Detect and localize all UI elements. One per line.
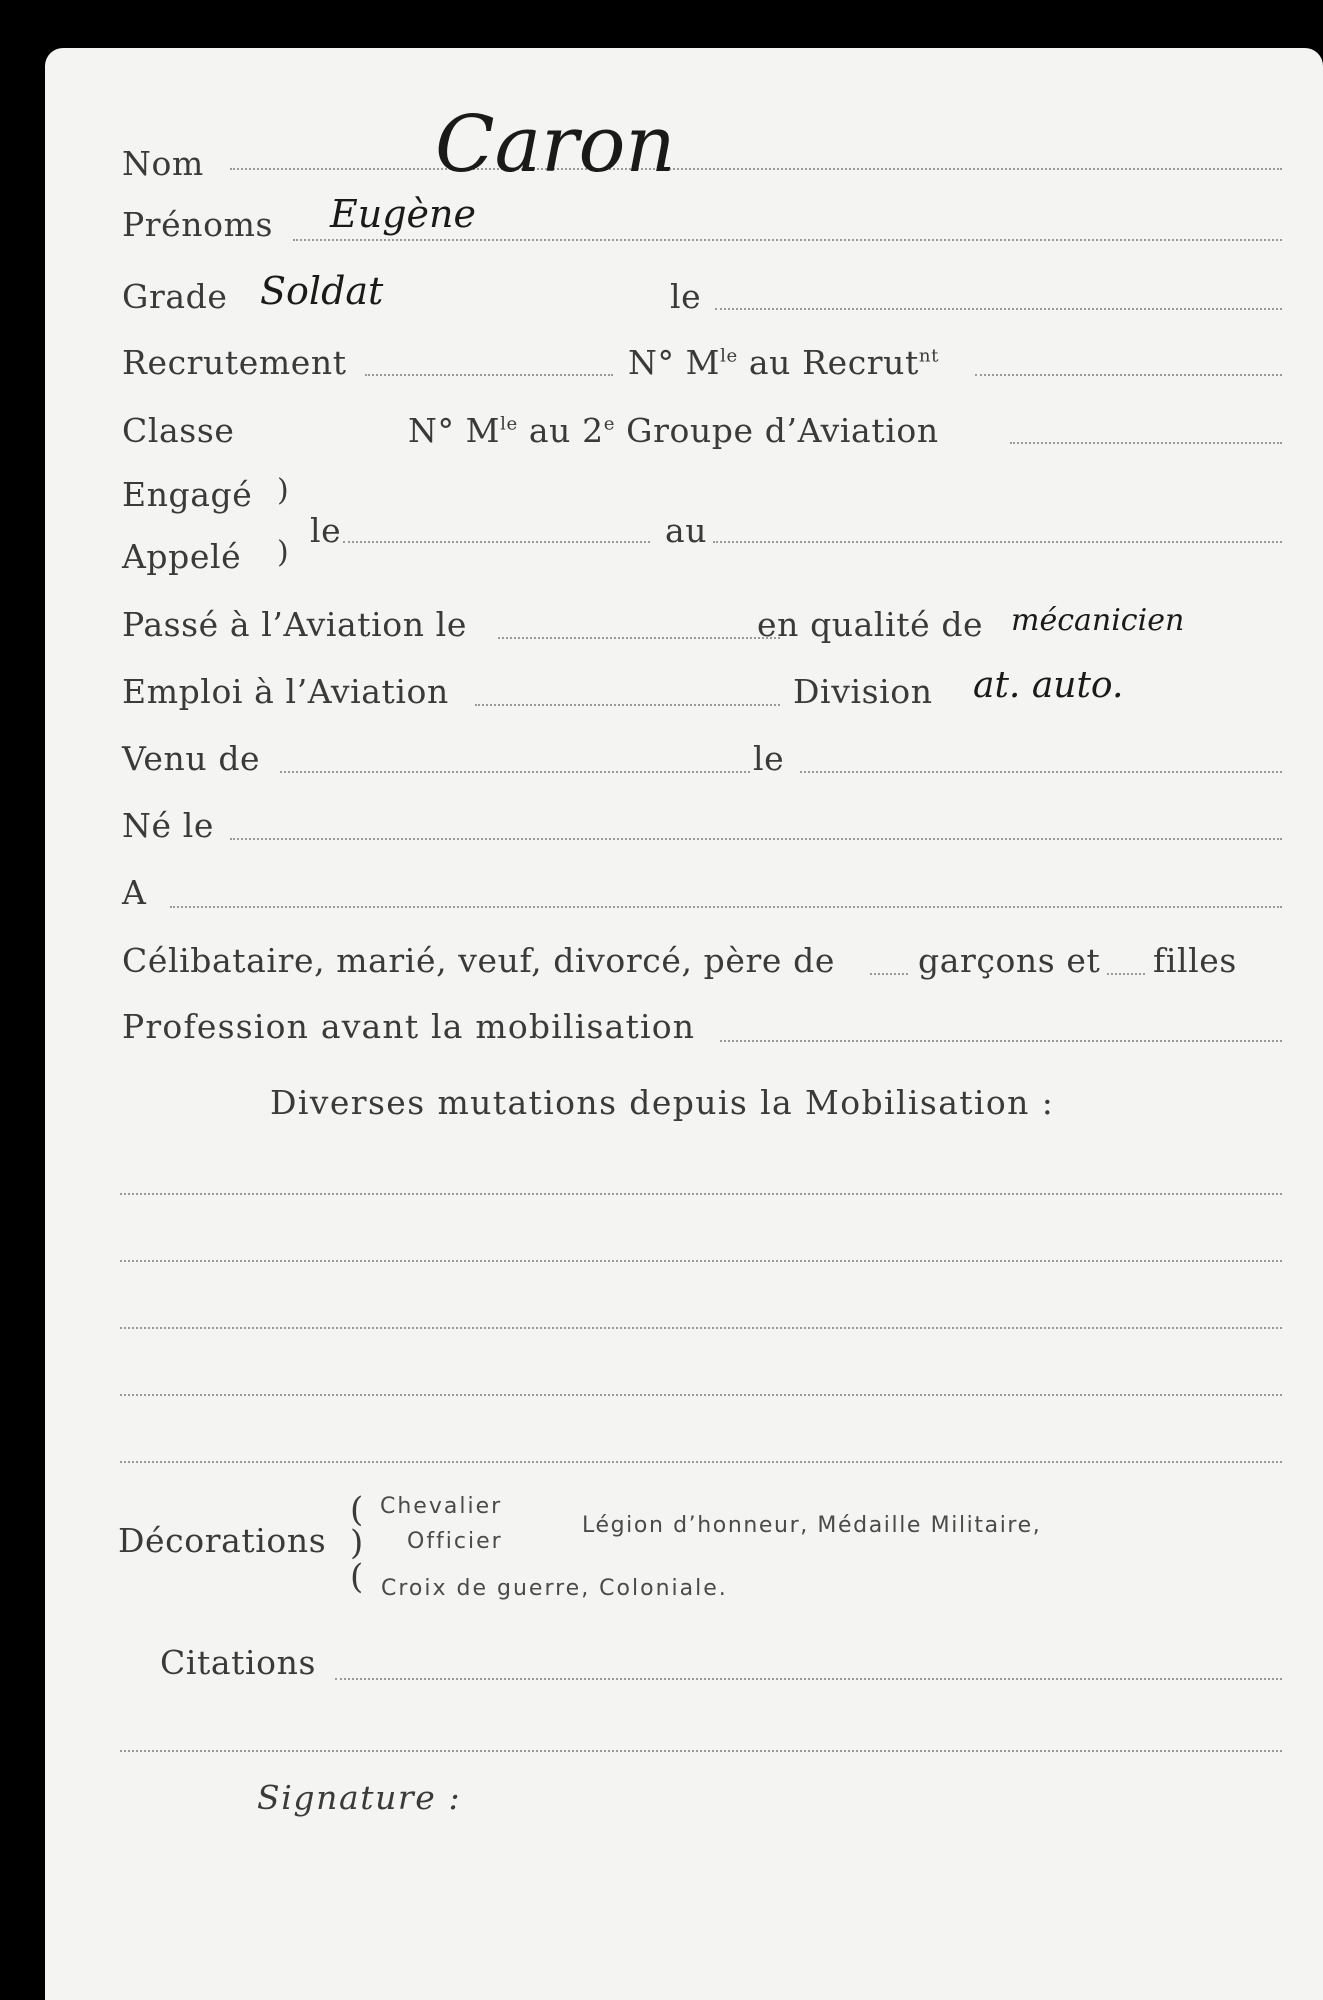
decorations-list-1: Légion d’honneur, Médaille Militaire,	[582, 1513, 1042, 1538]
mutations-line-4	[120, 1394, 1282, 1396]
prenoms-label: Prénoms	[122, 205, 274, 244]
citations-label: Citations	[160, 1643, 317, 1682]
emploi-label: Emploi à l’Aviation	[122, 672, 449, 711]
engage-brace-top: )	[277, 473, 289, 508]
filles-count-line	[1107, 973, 1145, 975]
passe-line	[498, 637, 780, 639]
nmle-recrut-sup: le	[720, 345, 738, 367]
recrutement-label: Recrutement	[122, 343, 347, 382]
citations-line-2	[120, 1750, 1282, 1752]
division-label: Division	[793, 672, 933, 711]
nom-entry: Caron	[435, 100, 676, 190]
venu-le-label: le	[753, 739, 785, 778]
prenoms-entry: Eugène	[330, 192, 476, 236]
grade-label: Grade	[122, 277, 228, 316]
profession-label: Profession avant la mobilisation	[122, 1007, 696, 1046]
nmle-recrut-text: N° M	[628, 343, 721, 382]
ne-line	[230, 838, 1282, 840]
nmle-groupe-text: N° M	[408, 411, 501, 450]
record-card	[45, 48, 1323, 2000]
nmle-recrut-line	[975, 374, 1282, 376]
classe-label: Classe	[122, 411, 235, 450]
mutations-heading: Diverses mutations depuis la Mobilisation :	[270, 1083, 1055, 1122]
recrutement-line	[365, 374, 613, 376]
signature-label: Signature :	[257, 1778, 462, 1817]
grade-le-line	[715, 308, 1282, 310]
nmle-groupe-tail2: Groupe d’Aviation	[615, 411, 939, 450]
mutations-line-2	[120, 1260, 1282, 1262]
grade-entry: Soldat	[260, 269, 384, 313]
ne-label: Né le	[122, 806, 214, 845]
venu-label: Venu de	[122, 739, 261, 778]
nom-line	[230, 168, 1282, 170]
passe-label: Passé à l’Aviation le	[122, 605, 467, 644]
venu-line	[280, 771, 750, 773]
mutations-line-1	[120, 1193, 1282, 1195]
qualite-label: en qualité de	[757, 605, 984, 644]
qualite-entry: mécanicien	[1011, 603, 1185, 638]
nom-label: Nom	[122, 144, 204, 183]
engage-au-line	[713, 541, 1282, 543]
engage-brace-bottom: )	[277, 535, 289, 570]
decorations-label: Décorations	[118, 1521, 327, 1560]
garcons-label: garçons et	[918, 941, 1101, 980]
a-label: A	[122, 873, 147, 912]
decorations-brace: ( ) (	[350, 1490, 364, 1597]
garcons-count-line	[870, 973, 908, 975]
nmle-recrut-label	[628, 343, 940, 382]
nmle-groupe-sup: le	[500, 413, 518, 435]
grade-le-label: le	[670, 277, 702, 316]
nmle-groupe-label	[408, 411, 939, 450]
prenoms-line	[293, 239, 1282, 241]
decorations-list-2: Croix de guerre, Coloniale.	[381, 1576, 728, 1601]
officier-label: Officier	[407, 1529, 503, 1554]
engage-le-label: le	[310, 511, 342, 550]
engage-au-label: au	[665, 511, 708, 550]
chevalier-label: Chevalier	[380, 1494, 503, 1519]
nmle-groupe-tail: au 2	[517, 411, 604, 450]
emploi-line	[475, 704, 780, 706]
a-line	[170, 906, 1282, 908]
nmle-recrut-tail: au Recrut	[737, 343, 919, 382]
division-entry: at. auto.	[973, 665, 1124, 706]
nmle-groupe-sup2: e	[603, 413, 616, 435]
engage-label: Engagé	[122, 475, 253, 514]
civil-status-label: Célibataire, marié, veuf, divorcé, père de	[122, 941, 835, 980]
appele-label: Appelé	[122, 537, 242, 576]
nmle-recrut-tail-sup: nt	[918, 345, 940, 367]
mutations-line-5	[120, 1461, 1282, 1463]
citations-line-1	[335, 1678, 1282, 1680]
mutations-line-3	[120, 1327, 1282, 1329]
venu-le-line	[800, 771, 1282, 773]
nmle-groupe-line	[1010, 442, 1282, 444]
engage-le-line	[343, 541, 650, 543]
profession-line	[720, 1040, 1282, 1042]
filles-label: filles	[1153, 941, 1237, 980]
